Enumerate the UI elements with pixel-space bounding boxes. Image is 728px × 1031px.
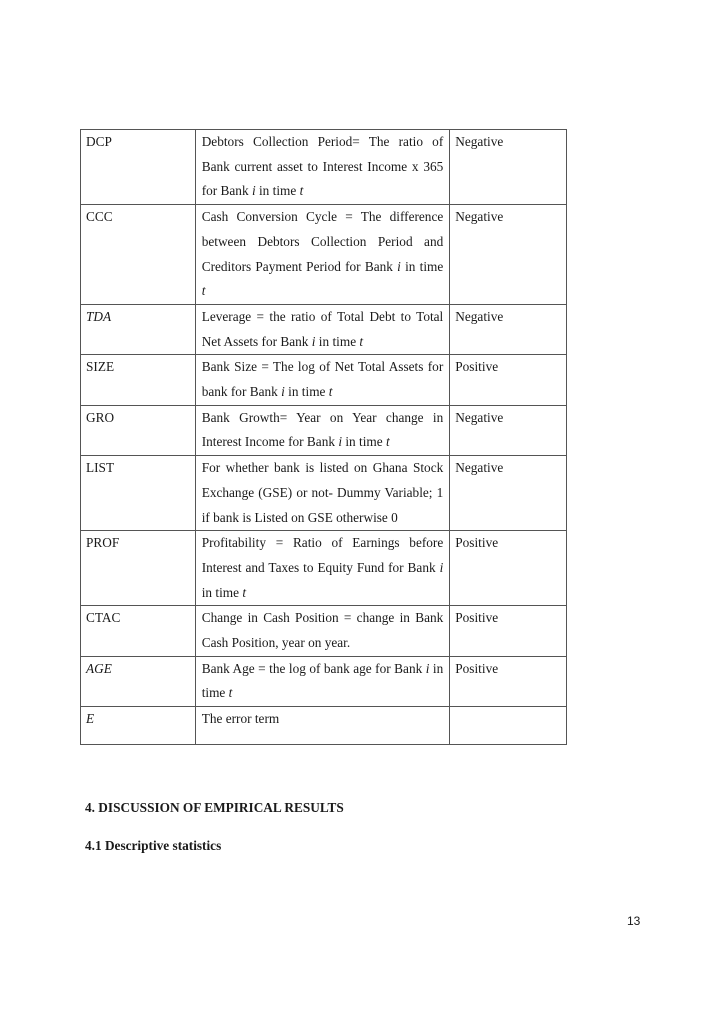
definition-italic-text: t xyxy=(201,283,206,299)
table-row xyxy=(81,707,567,745)
definition-cell xyxy=(195,656,450,706)
definition-text: Profitability = Ratio of Earnings before Interest and Taxes to Equity Fund for Bank xyxy=(201,535,444,575)
definition-text: The error term xyxy=(201,711,280,727)
definition-text: For whether bank is listed on Ghana Stock Exchange (GSE) or not- Dummy Variable; 1 if bank is Listed on GSE otherwise 0 xyxy=(201,460,444,525)
expected-sign-cell xyxy=(450,707,567,745)
definition-cell xyxy=(195,606,450,656)
definition-cell xyxy=(195,531,450,606)
definition-italic-text: i xyxy=(439,559,444,575)
table-row xyxy=(81,656,567,706)
definition-italic-text: i xyxy=(251,183,256,199)
table-row xyxy=(81,531,567,606)
definition-cell xyxy=(195,707,450,745)
expected-sign-cell: Positive xyxy=(450,531,567,606)
definition-text: Leverage = the ratio of Total Debt to Total Net Assets for Bank xyxy=(201,308,444,349)
variable-cell: PROF xyxy=(81,531,196,606)
definition-text: in time xyxy=(400,258,444,274)
definition-cell xyxy=(195,456,450,531)
definition-text: in time xyxy=(315,333,360,349)
definition-text: in time xyxy=(342,434,386,450)
expected-sign-cell: Positive xyxy=(450,656,567,706)
definition-italic-text: i xyxy=(281,384,285,400)
definition-text: in time xyxy=(255,183,300,199)
page-number: 13 xyxy=(627,914,641,928)
variable-cell: CCC xyxy=(81,205,196,305)
definition-text: in time xyxy=(284,384,329,400)
table-row xyxy=(81,606,567,656)
table-row xyxy=(81,355,567,405)
definition-text: Bank Age = the log of bank age for Bank xyxy=(201,660,426,676)
definition-text: Debtors Collection Period= The ratio of Bank current asset to Interest Income x 365 for Bank xyxy=(201,134,444,199)
expected-sign-cell: Negative xyxy=(450,304,567,354)
table-row xyxy=(81,304,567,354)
definition-text: Bank Growth= Year on Year change in Interest Income for Bank xyxy=(201,409,444,450)
definition-italic-text: t xyxy=(299,183,304,199)
definition-cell xyxy=(195,130,450,205)
variable-cell: SIZE xyxy=(81,355,196,405)
definition-cell xyxy=(195,355,450,405)
definition-italic-text: i xyxy=(311,333,316,349)
definition-italic-text: t xyxy=(328,384,333,400)
table-row xyxy=(81,456,567,531)
definition-italic-text: i xyxy=(338,434,343,450)
expected-sign-cell: Negative xyxy=(450,405,567,455)
expected-sign-cell: Positive xyxy=(450,355,567,405)
variables-table-body xyxy=(81,130,567,745)
definition-italic-text: t xyxy=(242,584,247,600)
variable-cell: AGE xyxy=(81,656,196,706)
variable-cell: TDA xyxy=(81,304,196,354)
table-row xyxy=(81,205,567,305)
variable-cell: E xyxy=(81,707,196,745)
definition-italic-text: t xyxy=(359,333,364,349)
definition-italic-text: t xyxy=(228,685,233,701)
variable-cell: GRO xyxy=(81,405,196,455)
expected-sign-cell: Negative xyxy=(450,205,567,305)
definition-text: in time xyxy=(201,584,243,600)
variable-cell: LIST xyxy=(81,456,196,531)
table-row xyxy=(81,405,567,455)
table-row xyxy=(81,130,567,205)
definition-italic-text: i xyxy=(397,258,401,274)
definition-text: Cash Conversion Cycle = The difference between Debtors Collection Period and Creditors Payment Period for Bank xyxy=(201,209,444,274)
definition-cell xyxy=(195,205,450,305)
definition-text: in time xyxy=(201,660,444,701)
definition-text: Change in Cash Position = change in Bank Cash Position, year on year. xyxy=(201,610,444,651)
variable-cell: CTAC xyxy=(81,606,196,656)
expected-sign-cell: Negative xyxy=(450,130,567,205)
subsection-heading: 4.1 Descriptive statistics xyxy=(85,838,222,853)
definition-cell xyxy=(195,405,450,455)
definition-italic-text: t xyxy=(385,434,390,450)
variable-cell: DCP xyxy=(81,130,196,205)
definition-text: Bank Size = The log of Net Total Assets for bank for Bank xyxy=(201,359,444,400)
expected-sign-cell: Negative xyxy=(450,456,567,531)
expected-sign-cell: Positive xyxy=(450,606,567,656)
section-heading: 4. DISCUSSION OF EMPIRICAL RESULTS xyxy=(85,800,344,815)
definition-italic-text: i xyxy=(425,660,430,676)
variables-table xyxy=(80,129,567,745)
definition-cell xyxy=(195,304,450,354)
